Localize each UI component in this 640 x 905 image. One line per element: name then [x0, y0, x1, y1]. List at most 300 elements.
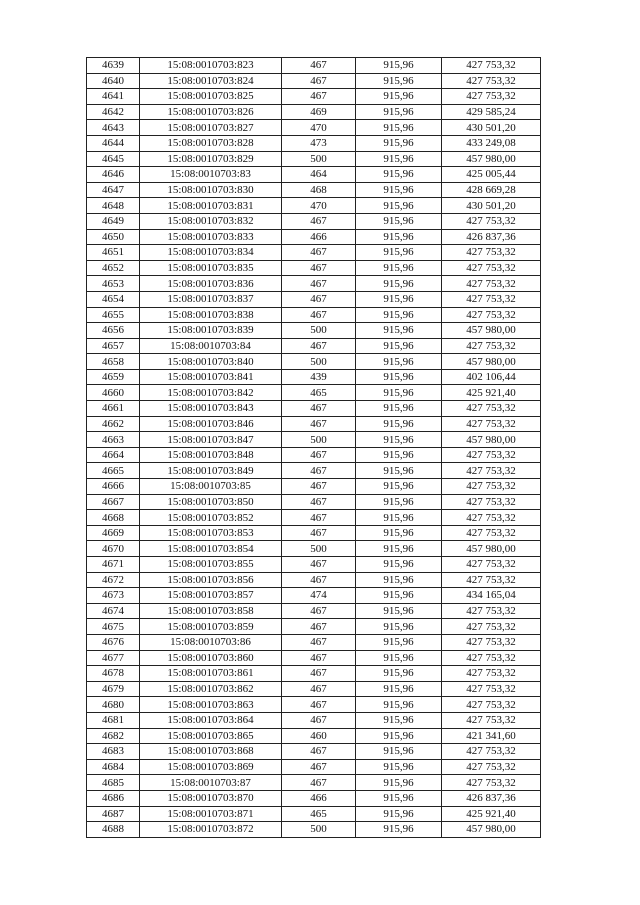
area-cell: 467 — [282, 557, 356, 573]
rate-cell: 915,96 — [356, 135, 442, 151]
table-row — [87, 790, 541, 806]
value-cell: 427 753,32 — [442, 775, 541, 791]
area-cell: 466 — [282, 790, 356, 806]
cadastral-number-cell: 15:08:0010703:869 — [140, 759, 282, 775]
cadastral-number-cell: 15:08:0010703:855 — [140, 557, 282, 573]
area-cell: 467 — [282, 463, 356, 479]
row-number-cell: 4639 — [87, 58, 140, 74]
rate-cell: 915,96 — [356, 463, 442, 479]
table-row — [87, 416, 541, 432]
rate-cell: 915,96 — [356, 432, 442, 448]
area-cell: 467 — [282, 213, 356, 229]
table-row — [87, 432, 541, 448]
table-row — [87, 806, 541, 822]
value-cell: 429 585,24 — [442, 104, 541, 120]
rate-cell: 915,96 — [356, 712, 442, 728]
rate-cell: 915,96 — [356, 307, 442, 323]
table-row — [87, 73, 541, 89]
row-number-cell: 4657 — [87, 338, 140, 354]
value-cell: 427 753,32 — [442, 634, 541, 650]
value-cell: 427 753,32 — [442, 463, 541, 479]
rate-cell: 915,96 — [356, 229, 442, 245]
area-cell: 470 — [282, 120, 356, 136]
rate-cell: 915,96 — [356, 369, 442, 385]
value-cell: 427 753,32 — [442, 712, 541, 728]
rate-cell: 915,96 — [356, 338, 442, 354]
value-cell: 425 921,40 — [442, 385, 541, 401]
area-cell: 467 — [282, 416, 356, 432]
area-cell: 467 — [282, 291, 356, 307]
area-cell: 467 — [282, 666, 356, 682]
area-cell: 500 — [282, 432, 356, 448]
area-cell: 465 — [282, 806, 356, 822]
area-cell: 500 — [282, 151, 356, 167]
area-cell: 467 — [282, 338, 356, 354]
table-row — [87, 759, 541, 775]
cadastral-number-cell: 15:08:0010703:841 — [140, 369, 282, 385]
row-number-cell: 4683 — [87, 744, 140, 760]
row-number-cell: 4671 — [87, 557, 140, 573]
value-cell: 427 753,32 — [442, 525, 541, 541]
table-row — [87, 135, 541, 151]
area-cell: 465 — [282, 385, 356, 401]
table-row — [87, 260, 541, 276]
table-row — [87, 463, 541, 479]
value-cell: 427 753,32 — [442, 245, 541, 261]
area-cell: 500 — [282, 323, 356, 339]
rate-cell: 915,96 — [356, 541, 442, 557]
value-cell: 427 753,32 — [442, 603, 541, 619]
area-cell: 467 — [282, 775, 356, 791]
table-row — [87, 541, 541, 557]
row-number-cell: 4645 — [87, 151, 140, 167]
area-cell: 500 — [282, 541, 356, 557]
table-row — [87, 447, 541, 463]
rate-cell: 915,96 — [356, 728, 442, 744]
cadastral-number-cell: 15:08:0010703:852 — [140, 510, 282, 526]
cadastral-number-cell: 15:08:0010703:862 — [140, 681, 282, 697]
value-cell: 425 921,40 — [442, 806, 541, 822]
area-cell: 467 — [282, 634, 356, 650]
table-row — [87, 822, 541, 838]
area-cell: 467 — [282, 603, 356, 619]
value-cell: 427 753,32 — [442, 510, 541, 526]
cadastral-number-cell: 15:08:0010703:839 — [140, 323, 282, 339]
table-row — [87, 666, 541, 682]
area-cell: 467 — [282, 712, 356, 728]
cadastral-number-cell: 15:08:0010703:832 — [140, 213, 282, 229]
row-number-cell: 4665 — [87, 463, 140, 479]
row-number-cell: 4647 — [87, 182, 140, 198]
table-row — [87, 120, 541, 136]
value-cell: 427 753,32 — [442, 759, 541, 775]
row-number-cell: 4672 — [87, 572, 140, 588]
rate-cell: 915,96 — [356, 276, 442, 292]
row-number-cell: 4676 — [87, 634, 140, 650]
value-cell: 434 165,04 — [442, 588, 541, 604]
cadastral-number-cell: 15:08:0010703:860 — [140, 650, 282, 666]
rate-cell: 915,96 — [356, 619, 442, 635]
cadastral-number-cell: 15:08:0010703:853 — [140, 525, 282, 541]
rate-cell: 915,96 — [356, 572, 442, 588]
row-number-cell: 4669 — [87, 525, 140, 541]
rate-cell: 915,96 — [356, 198, 442, 214]
row-number-cell: 4679 — [87, 681, 140, 697]
area-cell: 467 — [282, 58, 356, 74]
cadastral-number-cell: 15:08:0010703:829 — [140, 151, 282, 167]
table-row — [87, 619, 541, 635]
area-cell: 467 — [282, 572, 356, 588]
cadastral-number-cell: 15:08:0010703:864 — [140, 712, 282, 728]
rate-cell: 915,96 — [356, 634, 442, 650]
table-row — [87, 167, 541, 183]
cadastral-number-cell: 15:08:0010703:842 — [140, 385, 282, 401]
table-row — [87, 385, 541, 401]
rate-cell: 915,96 — [356, 588, 442, 604]
row-number-cell: 4640 — [87, 73, 140, 89]
row-number-cell: 4648 — [87, 198, 140, 214]
rate-cell: 915,96 — [356, 151, 442, 167]
table-row — [87, 712, 541, 728]
row-number-cell: 4686 — [87, 790, 140, 806]
cadastral-number-cell: 15:08:0010703:834 — [140, 245, 282, 261]
table-row — [87, 151, 541, 167]
area-cell: 466 — [282, 229, 356, 245]
rate-cell: 915,96 — [356, 89, 442, 105]
row-number-cell: 4649 — [87, 213, 140, 229]
table-row — [87, 634, 541, 650]
value-cell: 425 005,44 — [442, 167, 541, 183]
table-row — [87, 58, 541, 74]
value-cell: 457 980,00 — [442, 151, 541, 167]
area-cell: 460 — [282, 728, 356, 744]
value-cell: 427 753,32 — [442, 89, 541, 105]
area-cell: 473 — [282, 135, 356, 151]
row-number-cell: 4675 — [87, 619, 140, 635]
cadastral-number-cell: 15:08:0010703:858 — [140, 603, 282, 619]
row-number-cell: 4662 — [87, 416, 140, 432]
row-number-cell: 4664 — [87, 447, 140, 463]
area-cell: 467 — [282, 276, 356, 292]
rate-cell: 915,96 — [356, 697, 442, 713]
rate-cell: 915,96 — [356, 603, 442, 619]
area-cell: 470 — [282, 198, 356, 214]
value-cell: 457 980,00 — [442, 323, 541, 339]
value-cell: 430 501,20 — [442, 120, 541, 136]
row-number-cell: 4655 — [87, 307, 140, 323]
value-cell: 427 753,32 — [442, 557, 541, 573]
area-cell: 464 — [282, 167, 356, 183]
area-cell: 467 — [282, 447, 356, 463]
value-cell: 427 753,32 — [442, 494, 541, 510]
cadastral-number-cell: 15:08:0010703:854 — [140, 541, 282, 557]
value-cell: 428 669,28 — [442, 182, 541, 198]
table-row — [87, 525, 541, 541]
table-row — [87, 401, 541, 417]
row-number-cell: 4670 — [87, 541, 140, 557]
area-cell: 467 — [282, 245, 356, 261]
row-number-cell: 4673 — [87, 588, 140, 604]
table-row — [87, 572, 541, 588]
table-row — [87, 775, 541, 791]
cadastral-number-cell: 15:08:0010703:833 — [140, 229, 282, 245]
cadastral-number-cell: 15:08:0010703:865 — [140, 728, 282, 744]
table-row — [87, 323, 541, 339]
value-cell: 427 753,32 — [442, 681, 541, 697]
value-cell: 457 980,00 — [442, 354, 541, 370]
cadastral-number-cell: 15:08:0010703:830 — [140, 182, 282, 198]
value-cell: 427 753,32 — [442, 291, 541, 307]
cadastral-number-cell: 15:08:0010703:824 — [140, 73, 282, 89]
row-number-cell: 4674 — [87, 603, 140, 619]
area-cell: 467 — [282, 260, 356, 276]
area-cell: 467 — [282, 401, 356, 417]
area-cell: 467 — [282, 759, 356, 775]
table-row — [87, 338, 541, 354]
rate-cell: 915,96 — [356, 806, 442, 822]
value-cell: 427 753,32 — [442, 572, 541, 588]
row-number-cell: 4641 — [87, 89, 140, 105]
rate-cell: 915,96 — [356, 525, 442, 541]
cadastral-number-cell: 15:08:0010703:83 — [140, 167, 282, 183]
table-row — [87, 744, 541, 760]
area-cell: 500 — [282, 354, 356, 370]
value-cell: 427 753,32 — [442, 650, 541, 666]
cadastral-number-cell: 15:08:0010703:857 — [140, 588, 282, 604]
row-number-cell: 4663 — [87, 432, 140, 448]
table-row — [87, 681, 541, 697]
value-cell: 427 753,32 — [442, 666, 541, 682]
area-cell: 469 — [282, 104, 356, 120]
row-number-cell: 4688 — [87, 822, 140, 838]
row-number-cell: 4682 — [87, 728, 140, 744]
rate-cell: 915,96 — [356, 73, 442, 89]
area-cell: 467 — [282, 479, 356, 495]
value-cell: 427 753,32 — [442, 447, 541, 463]
value-cell: 427 753,32 — [442, 619, 541, 635]
table-row — [87, 557, 541, 573]
row-number-cell: 4668 — [87, 510, 140, 526]
cadastral-number-cell: 15:08:0010703:85 — [140, 479, 282, 495]
rate-cell: 915,96 — [356, 650, 442, 666]
row-number-cell: 4658 — [87, 354, 140, 370]
cadastral-number-cell: 15:08:0010703:840 — [140, 354, 282, 370]
table-row — [87, 276, 541, 292]
area-cell: 468 — [282, 182, 356, 198]
cadastral-number-cell: 15:08:0010703:837 — [140, 291, 282, 307]
value-cell: 457 980,00 — [442, 432, 541, 448]
rate-cell: 915,96 — [356, 323, 442, 339]
row-number-cell: 4652 — [87, 260, 140, 276]
rate-cell: 915,96 — [356, 681, 442, 697]
area-cell: 500 — [282, 822, 356, 838]
cadastral-number-cell: 15:08:0010703:861 — [140, 666, 282, 682]
area-cell: 467 — [282, 510, 356, 526]
row-number-cell: 4646 — [87, 167, 140, 183]
table-row — [87, 291, 541, 307]
value-cell: 421 341,60 — [442, 728, 541, 744]
rate-cell: 915,96 — [356, 666, 442, 682]
cadastral-number-cell: 15:08:0010703:84 — [140, 338, 282, 354]
cadastral-number-cell: 15:08:0010703:825 — [140, 89, 282, 105]
table-row — [87, 89, 541, 105]
value-cell: 427 753,32 — [442, 307, 541, 323]
rate-cell: 915,96 — [356, 790, 442, 806]
area-cell: 467 — [282, 89, 356, 105]
value-cell: 427 753,32 — [442, 338, 541, 354]
rate-cell: 915,96 — [356, 759, 442, 775]
rate-cell: 915,96 — [356, 744, 442, 760]
row-number-cell: 4677 — [87, 650, 140, 666]
cadastral-number-cell: 15:08:0010703:826 — [140, 104, 282, 120]
cadastral-number-cell: 15:08:0010703:828 — [140, 135, 282, 151]
area-cell: 467 — [282, 650, 356, 666]
value-cell: 427 753,32 — [442, 416, 541, 432]
value-cell: 426 837,36 — [442, 790, 541, 806]
value-cell: 427 753,32 — [442, 213, 541, 229]
table-row — [87, 494, 541, 510]
row-number-cell: 4680 — [87, 697, 140, 713]
row-number-cell: 4661 — [87, 401, 140, 417]
value-cell: 457 980,00 — [442, 541, 541, 557]
value-cell: 426 837,36 — [442, 229, 541, 245]
rate-cell: 915,96 — [356, 354, 442, 370]
value-cell: 427 753,32 — [442, 401, 541, 417]
table-row — [87, 369, 541, 385]
area-cell: 474 — [282, 588, 356, 604]
area-cell: 467 — [282, 697, 356, 713]
table-row — [87, 603, 541, 619]
row-number-cell: 4651 — [87, 245, 140, 261]
table-row — [87, 213, 541, 229]
rate-cell: 915,96 — [356, 479, 442, 495]
cadastral-number-cell: 15:08:0010703:846 — [140, 416, 282, 432]
area-cell: 439 — [282, 369, 356, 385]
cadastral-number-cell: 15:08:0010703:848 — [140, 447, 282, 463]
rate-cell: 915,96 — [356, 260, 442, 276]
area-cell: 467 — [282, 494, 356, 510]
cadastral-number-cell: 15:08:0010703:856 — [140, 572, 282, 588]
table-row — [87, 354, 541, 370]
row-number-cell: 4643 — [87, 120, 140, 136]
rate-cell: 915,96 — [356, 775, 442, 791]
rate-cell: 915,96 — [356, 245, 442, 261]
cadastral-number-cell: 15:08:0010703:868 — [140, 744, 282, 760]
area-cell: 467 — [282, 619, 356, 635]
table-body — [87, 58, 541, 838]
cadastral-number-cell: 15:08:0010703:823 — [140, 58, 282, 74]
value-cell: 427 753,32 — [442, 276, 541, 292]
table-row — [87, 650, 541, 666]
rate-cell: 915,96 — [356, 58, 442, 74]
row-number-cell: 4653 — [87, 276, 140, 292]
cadastral-number-cell: 15:08:0010703:831 — [140, 198, 282, 214]
rate-cell: 915,96 — [356, 401, 442, 417]
rate-cell: 915,96 — [356, 385, 442, 401]
data-table — [86, 57, 541, 838]
rate-cell: 915,96 — [356, 510, 442, 526]
cadastral-number-cell: 15:08:0010703:847 — [140, 432, 282, 448]
cadastral-number-cell: 15:08:0010703:859 — [140, 619, 282, 635]
cadastral-number-cell: 15:08:0010703:86 — [140, 634, 282, 650]
table-row — [87, 697, 541, 713]
rate-cell: 915,96 — [356, 416, 442, 432]
table-row — [87, 479, 541, 495]
table-row — [87, 307, 541, 323]
row-number-cell: 4659 — [87, 369, 140, 385]
cadastral-number-cell: 15:08:0010703:843 — [140, 401, 282, 417]
value-cell: 430 501,20 — [442, 198, 541, 214]
cadastral-number-cell: 15:08:0010703:863 — [140, 697, 282, 713]
row-number-cell: 4654 — [87, 291, 140, 307]
value-cell: 427 753,32 — [442, 260, 541, 276]
rate-cell: 915,96 — [356, 104, 442, 120]
cadastral-number-cell: 15:08:0010703:836 — [140, 276, 282, 292]
rate-cell: 915,96 — [356, 494, 442, 510]
row-number-cell: 4685 — [87, 775, 140, 791]
table-row — [87, 229, 541, 245]
cadastral-number-cell: 15:08:0010703:872 — [140, 822, 282, 838]
table-row — [87, 182, 541, 198]
table-row — [87, 510, 541, 526]
table-row — [87, 245, 541, 261]
value-cell: 427 753,32 — [442, 58, 541, 74]
cadastral-number-cell: 15:08:0010703:850 — [140, 494, 282, 510]
row-number-cell: 4687 — [87, 806, 140, 822]
area-cell: 467 — [282, 307, 356, 323]
rate-cell: 915,96 — [356, 182, 442, 198]
row-number-cell: 4644 — [87, 135, 140, 151]
area-cell: 467 — [282, 744, 356, 760]
cadastral-number-cell: 15:08:0010703:827 — [140, 120, 282, 136]
cadastral-number-cell: 15:08:0010703:87 — [140, 775, 282, 791]
value-cell: 427 753,32 — [442, 73, 541, 89]
cadastral-number-cell: 15:08:0010703:838 — [140, 307, 282, 323]
cadastral-number-cell: 15:08:0010703:835 — [140, 260, 282, 276]
table-row — [87, 198, 541, 214]
row-number-cell: 4684 — [87, 759, 140, 775]
area-cell: 467 — [282, 525, 356, 541]
row-number-cell: 4681 — [87, 712, 140, 728]
cadastral-number-cell: 15:08:0010703:870 — [140, 790, 282, 806]
rate-cell: 915,96 — [356, 213, 442, 229]
rate-cell: 915,96 — [356, 120, 442, 136]
cadastral-number-cell: 15:08:0010703:849 — [140, 463, 282, 479]
row-number-cell: 4642 — [87, 104, 140, 120]
row-number-cell: 4667 — [87, 494, 140, 510]
row-number-cell: 4666 — [87, 479, 140, 495]
table-row — [87, 588, 541, 604]
row-number-cell: 4660 — [87, 385, 140, 401]
row-number-cell: 4656 — [87, 323, 140, 339]
rate-cell: 915,96 — [356, 291, 442, 307]
area-cell: 467 — [282, 73, 356, 89]
rate-cell: 915,96 — [356, 557, 442, 573]
row-number-cell: 4650 — [87, 229, 140, 245]
value-cell: 427 753,32 — [442, 479, 541, 495]
cadastral-number-cell: 15:08:0010703:871 — [140, 806, 282, 822]
table-row — [87, 104, 541, 120]
value-cell: 433 249,08 — [442, 135, 541, 151]
row-number-cell: 4678 — [87, 666, 140, 682]
value-cell: 457 980,00 — [442, 822, 541, 838]
value-cell: 402 106,44 — [442, 369, 541, 385]
rate-cell: 915,96 — [356, 167, 442, 183]
rate-cell: 915,96 — [356, 822, 442, 838]
value-cell: 427 753,32 — [442, 744, 541, 760]
value-cell: 427 753,32 — [442, 697, 541, 713]
table-row — [87, 728, 541, 744]
